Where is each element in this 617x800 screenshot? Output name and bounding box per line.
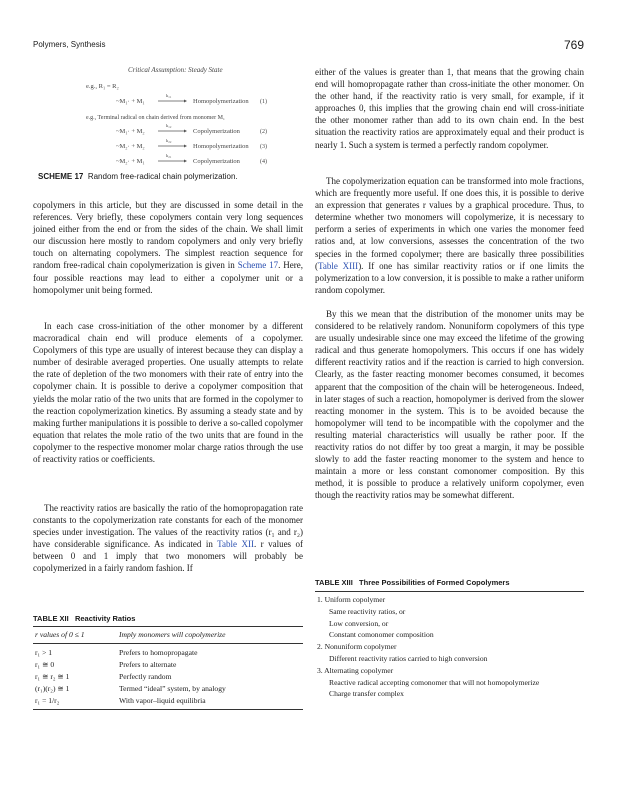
list-item: Same reactivity ratios, or — [329, 606, 406, 616]
arrow-head — [184, 130, 187, 133]
rate-constant: k₂₁ — [166, 153, 172, 158]
table-cell: With vapor–liquid equilibria — [119, 696, 206, 705]
left-paragraph-1-text: copolymers in this article, but they are discussed in some detail in the references. Very briefly, these copolymers contain very long sequences joined either from the end or from the sides of the chain. We shall limit our discussion here mostly to random copolymers and only very briefly touch on alternating copolymers. The simplest reaction sequence for random free-radical chain copolymerization is given in — [33, 200, 303, 271]
table-xii-header-row — [33, 627, 303, 643]
reaction-1-type: Homopolymerization — [193, 98, 249, 105]
table-xii-label: TABLE XII — [33, 614, 69, 623]
table-cell: r₁ > 1 — [35, 648, 53, 657]
table-cell: Prefers to alternate — [119, 660, 177, 669]
scheme-reaction-2 — [116, 123, 267, 135]
table-cell: r₁ ≅ r₂ ≅ 1 — [35, 672, 70, 681]
arrow-head — [184, 145, 187, 148]
right-paragraph-2 — [315, 175, 584, 296]
scheme-caption-label: SCHEME 17 — [38, 172, 84, 181]
reaction-4-reactants: ~M₂· + M₁ — [116, 158, 145, 165]
rate-constant: k₁₁ — [166, 93, 172, 98]
table-rule — [315, 591, 584, 592]
left-paragraph-2-text: In each case cross-initiation of the other monomer by a different macroradical chain end will produce elements of a copolymer. Copolymers of this type are usually of interest because they can display a number of desirable averaged properties. One usually attempts to relate the rate of depletion of the two monomers with their rate of entry into the copolymer chain. It is possible to derive a copolymer composition that yields the molar ratio of the two units that are formed in the copolymer to the reaction copolymerization kinetics. By assuming a steady state and by making further manipulations it is possible to derive a so-called copolymer equation that relates the mole ratio of the two units that are found in the copolymer to the respective monomer molar charge ratios through the use of reactivity ratios or coefficients. — [33, 321, 303, 465]
left-paragraph-3-text: The reactivity ratios are basically the ratio of the homopropagation rate constants to the copolymerization rate constants for each of the monomer species under investigation. The values of the reactivity ratios (r₁ and r₂) have considerable significance. As indicated in — [33, 503, 303, 550]
table-row — [33, 683, 303, 695]
list-item: Low conversion, or — [329, 618, 389, 628]
arrow-head — [184, 100, 187, 103]
table-cell: r₁ = 1/r₂ — [35, 696, 60, 705]
list-item: Constant comonomer composition — [329, 630, 434, 640]
list-item: 3. Alternating copolymer — [317, 665, 394, 675]
reaction-3-number: (3) — [260, 144, 267, 150]
arrow-head — [184, 160, 187, 163]
left-paragraph-1 — [33, 199, 303, 296]
table-xii-col-2-header: Imply monomers will copolymerize — [119, 630, 226, 639]
scheme-reaction-3 — [116, 138, 267, 150]
table-cell: Prefers to homopropagate — [119, 648, 198, 657]
table-cell: Perfectly random — [119, 672, 172, 681]
table-cell: (r₁)(r₂) ≅ 1 — [35, 684, 70, 693]
right-paragraph-3 — [315, 308, 584, 502]
reaction-2-number: (2) — [260, 129, 267, 135]
scheme-middle-text: e.g., Terminal radical on chain derived from monomer M₁ — [86, 115, 226, 121]
scheme-heading: Critical Assumption: Steady State — [128, 66, 223, 74]
table-xiii — [315, 578, 584, 700]
table-xiii-title-text: Three Possibilities of Formed Copolymers — [359, 578, 510, 587]
reaction-3-type: Homopolymerization — [193, 143, 249, 150]
scheme-caption-text: Random free-radical chain polymerization. — [87, 172, 238, 181]
rate-constant: k₂₂ — [166, 138, 172, 143]
left-paragraph-1-tail: . Here, four possible reactions may lead to either a copolymer unit or a homopolymer unit being formed. — [33, 260, 303, 295]
right-paragraph-1-text: either of the values is greater than 1, that means that the growing chain end will homopropagate rather than cross-initiate the other monomer. On the other hand, if the reactivity ratio is very small, for example, if it approaches 0, this implies that the growing chain end will cross-initiate the other monomer rather than add to its own chain end. In the best situation the reactivity ratios are approximately equal and their product is nearly 1. Such a system is termed a perfectly random copolymer. — [315, 67, 584, 150]
table-rule — [33, 709, 303, 710]
scheme-reaction-1 — [116, 93, 267, 105]
list-item: Reactive radical accepting comonomer that will not homopolymerize — [329, 677, 540, 687]
table-xii — [33, 614, 303, 710]
right-paragraph-1 — [315, 66, 584, 151]
table-xiii-link[interactable]: Table XIII — [318, 260, 359, 271]
scheme-reaction-4 — [116, 153, 267, 165]
table-cell: Termed “ideal” system, by analogy — [119, 684, 226, 693]
left-paragraph-3 — [33, 502, 303, 575]
right-paragraph-3-text: By this we mean that the distribution of the monomer units may be considered to be relatively random. Nonuniform copolymers of this type are usually undesirable since one may exceed the lifetime of the growing radical and thus generate homopolymers. This occurs if one has widely different reactivity ratios and if the reaction is carried to high conversion. Clearly, as the faster reacting monomer becomes consumed, it becomes apparent that the composition of the chain will be heterogeneous. Indeed, in later stages of such a reaction, homopolymer is derived from the slower reacting monomer in the system. This is to be avoided because the homopolymer will tend to be incompatible with the copolymer and the resulting material characteristics will usually be rather poor. If the reactivity ratios do not differ by too great a margin, it may be possible slowly to add the faster reacting monomer to the system and hence to maintain a more or less constant comonomer composition. By this method, it is possible to produce a relatively uniform copolymer, even though the reactivity ratios may be somewhat different. — [315, 309, 584, 501]
left-paragraph-3-tail: . r values of between 0 and 1 imply that two monomers will probably be copolymerized in a fairly random fashion. If — [33, 539, 303, 574]
reaction-2-reactants: ~M₁· + M₂ — [116, 128, 145, 135]
table-row — [33, 671, 303, 683]
page-number: 769 — [563, 38, 584, 52]
list-item: 2. Nonuniform copolymer — [317, 642, 397, 652]
left-paragraph-2 — [33, 320, 303, 465]
table-xiii-label: TABLE XIII — [315, 578, 353, 587]
scheme-caption — [38, 172, 308, 181]
table-xii-col-1-header: r values of 0 ≤ 1 — [35, 630, 85, 639]
list-item: Different reactivity ratios carried to high conversion — [329, 653, 488, 663]
table-row — [33, 659, 303, 671]
list-item: Charge transfer complex — [329, 689, 404, 699]
list-item: 1. Uniform copolymer — [317, 595, 386, 604]
table-xii-title-text: Reactivity Ratios — [74, 614, 136, 623]
reaction-4-number: (4) — [260, 159, 267, 165]
table-row — [33, 647, 303, 659]
table-xii-title — [33, 614, 303, 623]
reaction-2-type: Copolymerization — [193, 128, 240, 135]
right-paragraph-2-text: The copolymerization equation can be transformed into mole fractions, which are frequently more useful. If one does this, it is possible to derive an expression that generates r values by a graphical procedure. Thus, to determine whether two monomers will copolymerize, it is necessary to perform a series of experiments in which one varies the monomer feed ratios and, at low conversions, assesses the concentration of the two species in the formed copolymer; there are basically three possibilities ( — [315, 176, 584, 271]
table-rule — [33, 643, 303, 644]
table-xii-link[interactable]: Table XII — [217, 539, 254, 550]
right-paragraph-2-tail: ). If one has similar reactivity ratios or if one limits the polymerization to a low conversion, it is possible to make a rather uniform random copolymer. — [315, 260, 584, 295]
scheme-equation-label: e.g., R₁ = R₂ — [86, 83, 119, 90]
rate-constant: k₁₂ — [166, 123, 172, 128]
reaction-1-number: (1) — [260, 99, 267, 105]
reaction-4-type: Copolymerization — [193, 158, 240, 165]
table-xiii-title — [315, 578, 584, 587]
table-cell: r₁ ≅ 0 — [35, 660, 55, 669]
scheme-17-figure — [60, 64, 300, 176]
running-title: Polymers, Synthesis — [33, 40, 106, 49]
scheme-17-link[interactable]: Scheme 17 — [237, 260, 279, 271]
reaction-3-reactants: ~M₂· + M₂ — [116, 143, 145, 150]
table-row — [33, 695, 303, 707]
reaction-1-reactants: ~M₁· + M₁ — [116, 98, 145, 105]
